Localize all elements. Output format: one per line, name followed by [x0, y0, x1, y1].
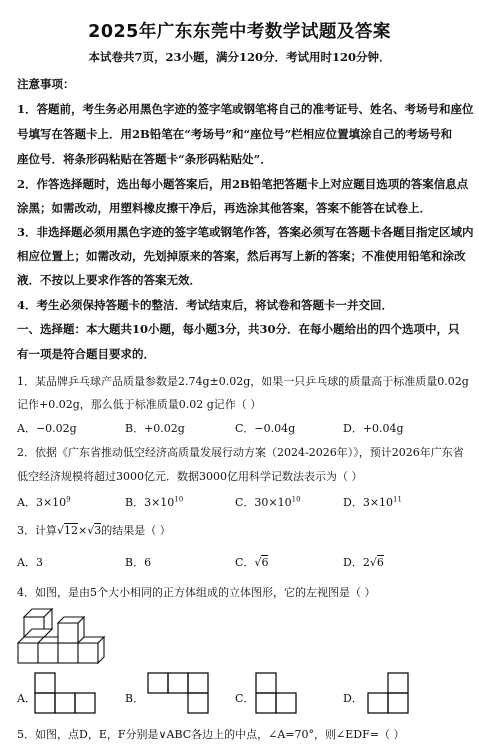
q3-suffix: 的结果是（ ） [101, 524, 171, 537]
exam-title: 2025年广东东莞中考数学试题及答案 [88, 22, 391, 42]
notice-line: 4．考生必须保持答题卡的整洁．考试结束后，将试卷和答题卡一并交回． [17, 298, 393, 312]
notice-heading: 注意事项： [17, 77, 75, 91]
q4-stem: 4．如图，是由5个大小相同的正方体组成的立体图形，它的左视图是（ ） [17, 586, 376, 599]
q3-stem [17, 522, 171, 538]
option-base: 3×10 [35, 496, 67, 509]
notice-line: 3．非选择题必须用黑色字迹的签字笔或钢笔作答，答案必须写在答题卡各题目指定区域内 [17, 225, 474, 239]
q5-stem: 5．如图，点D，E，F分别是∨ABC各边上的中点，∠A=70°，则∠EDF=（ ） [17, 728, 405, 741]
q2-stem: 低空经济规模将超过3000亿元．数据3000亿用科学记数法表示为（ ） [17, 470, 363, 483]
q1-stem: 1．某品牌乒乓球产品质量参数是2.74g±0.02g，如果一只乒乓球的质量高于标准质量0.02g [17, 375, 469, 388]
q2-stem: 2．依据《广东省推动低空经济高质量发展行动方案（2024-2026年）》，预计2026年广东省 [17, 446, 464, 459]
q3-prefix: 3．计算 [17, 524, 57, 537]
section-heading: 一、选择题：本大题共10小题，每小题3分，共30分．在每小题给出的四个选项中，只 [17, 322, 460, 336]
q1-option-d: D．+0.04g [343, 422, 404, 435]
option-label: B． [125, 556, 145, 569]
option-label: D． [343, 556, 363, 569]
option-exponent: 10 [291, 495, 301, 504]
sqrt-icon: √ [87, 524, 95, 537]
option-exponent: 9 [66, 495, 71, 504]
notice-line: 1．答题前，考生务必用黑色字迹的签字笔或钢笔将自己的准考证号、姓名、考场号和座位 [17, 102, 474, 116]
q4-option-d-view [368, 673, 410, 715]
option-label: A． [17, 556, 36, 569]
cube-solid-figure [14, 605, 124, 669]
q4-option-a: A． [17, 692, 36, 705]
notice-line: 号填写在答题卡上．用2B铅笔在“考场号”和“座位号”栏相应位置填涂自己的考场号和 [17, 127, 453, 141]
q1-stem: 记作+0.02g，那么低于标准质量0.02 g记作（ ） [17, 398, 262, 411]
q4-option-b-view [148, 673, 208, 715]
option-value: 6 [144, 556, 152, 569]
q4-option-c-view [256, 673, 298, 715]
q1-option-a: A．−0.02g [17, 422, 77, 435]
radicand: 12 [64, 524, 79, 537]
notice-line: 液．不按以上要求作答的答案无效． [17, 273, 201, 287]
q3-option-c [235, 554, 268, 570]
q1-option-b: B．+0.02g [125, 422, 185, 435]
q4-option-b: B． [125, 692, 145, 705]
q3-option-d [343, 554, 384, 570]
coefficient: 2 [362, 556, 370, 569]
option-label: D． [343, 496, 363, 509]
radicand: 3 [94, 524, 102, 537]
option-label: A． [17, 496, 36, 509]
option-base: 3×10 [144, 496, 175, 509]
sqrt-icon: √ [57, 524, 65, 537]
q3-option-b [125, 554, 151, 570]
notice-line: 相应位置上；如需改动，先划掉原来的答案，然后再写上新的答案；不准使用铅笔和涂改 [17, 249, 466, 263]
radicand: 6 [376, 556, 384, 569]
exam-subtitle: 本试卷共7页，23小题，满分120分．考试用时120分钟． [88, 50, 391, 64]
option-label: B． [125, 496, 145, 509]
section-heading: 有一项是符合题目要求的． [17, 347, 155, 361]
notice-line: 涂黑；如需改动，用塑料橡皮擦干净后，再选涂其他答案，答案不能答在试卷上． [17, 201, 431, 215]
times-sign: × [78, 524, 88, 537]
option-exponent: 11 [393, 495, 402, 504]
q1-option-c: C．−0.04g [235, 422, 296, 435]
sqrt-icon: √ [369, 556, 377, 569]
option-base: 30×10 [254, 496, 292, 509]
option-base: 3×10 [362, 496, 394, 509]
q2-option-a [17, 494, 71, 510]
option-label: C． [235, 496, 255, 509]
q2-option-d [343, 494, 402, 510]
sqrt-icon: √ [254, 556, 262, 569]
q2-option-c [235, 494, 301, 510]
notice-line: 2．作答选择题时，选出每小题答案后，用2B铅笔把答题卡上对应题目选项的答案信息点 [17, 177, 469, 191]
q4-option-d: D． [343, 692, 363, 705]
option-value: 3 [35, 556, 43, 569]
q3-option-a [17, 554, 43, 570]
q2-option-b [125, 494, 183, 510]
q4-option-c: C． [235, 692, 255, 705]
notice-line: 座位号．将条形码粘贴在答题卡“条形码粘贴处”． [17, 152, 272, 166]
option-label: C． [235, 556, 255, 569]
option-exponent: 10 [174, 495, 184, 504]
q4-option-a-view [35, 673, 95, 715]
radicand: 6 [261, 556, 269, 569]
